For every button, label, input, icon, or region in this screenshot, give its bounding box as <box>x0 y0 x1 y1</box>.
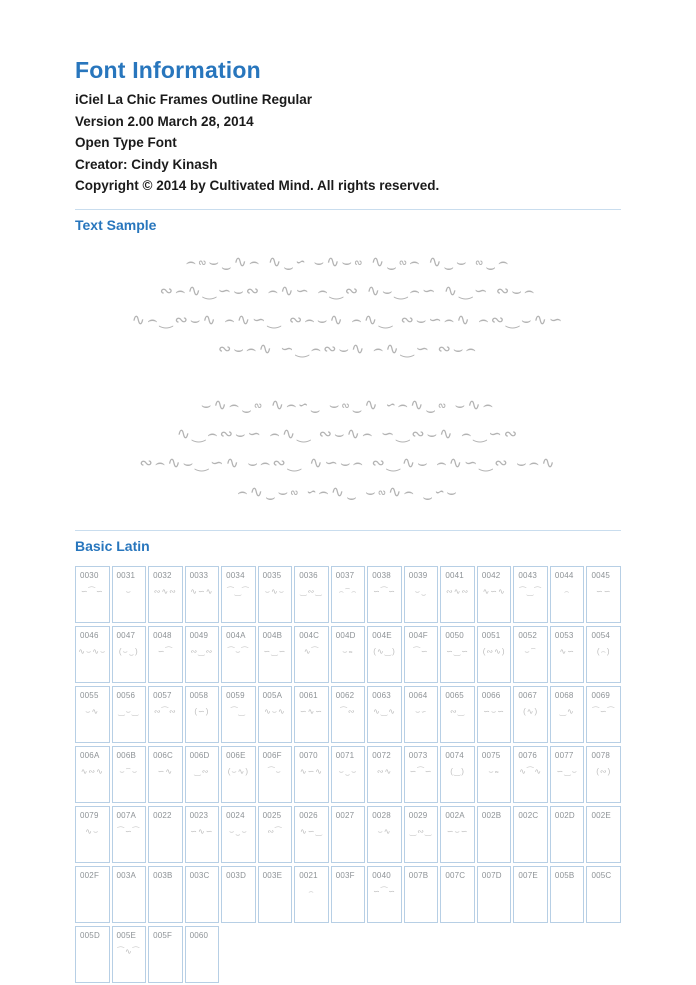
glyph-code: 0050 <box>445 630 464 640</box>
font-creator: Creator: Cindy Kinash <box>75 156 218 172</box>
glyph-preview: ⌣∾ <box>488 766 500 776</box>
glyph-preview: ⌣‿⌣ <box>338 766 358 776</box>
glyph-code: 007A <box>116 810 137 820</box>
glyph-code: 0035 <box>262 570 282 580</box>
glyph-preview: ∿⁀ <box>303 646 320 656</box>
glyph-code: 002C <box>518 810 539 820</box>
glyph-cell-0040 <box>367 866 402 923</box>
glyph-cell-0049 <box>185 626 220 683</box>
glyph-preview: ∽‿∽ <box>446 646 470 656</box>
glyph-cell-0074 <box>440 746 475 803</box>
glyph-cell-002E <box>586 806 621 863</box>
glyph-cell-0032 <box>148 566 183 623</box>
glyph-code: 004D <box>335 630 356 640</box>
glyph-cell-0039 <box>404 566 439 623</box>
glyph-preview: ⌢ <box>564 586 571 596</box>
glyph-code: 0038 <box>372 570 391 580</box>
glyph-code: 004F <box>408 630 428 640</box>
glyph-preview: ∿⁀∿ <box>519 766 543 776</box>
glyph-cell-005E <box>112 926 147 983</box>
glyph-preview: ∽∿∽ <box>190 826 214 836</box>
glyph-code: 0072 <box>372 750 391 760</box>
glyph-cell-007A <box>112 806 147 863</box>
glyph-cell-0048 <box>148 626 183 683</box>
font-name: iCiel La Chic Frames Outline Regular <box>75 92 313 107</box>
glyph-code: 005B <box>554 870 575 880</box>
glyph-code: 0042 <box>481 570 501 580</box>
glyph-preview: ∾∿ <box>376 766 393 776</box>
glyph-code: 006C <box>153 750 173 760</box>
glyph-code: 0079 <box>80 810 99 820</box>
glyph-code: 0039 <box>408 570 428 580</box>
glyph-code: 0054 <box>591 630 611 640</box>
glyph-cell-0075 <box>477 746 512 803</box>
glyph-preview: ⌣ <box>125 586 132 596</box>
glyph-code: 0067 <box>518 690 537 700</box>
glyph-code: 0024 <box>226 810 245 820</box>
sample-line: ∿‿⌢∾⌣∽ ⌢∿‿ ∾⌣∿⌢ ∽‿∾⌣∿ ⌢‿∽∾ <box>176 425 520 443</box>
glyph-code: 0043 <box>518 570 537 580</box>
glyph-cell-0028 <box>367 806 402 863</box>
glyph-cell-0068 <box>550 686 585 743</box>
glyph-cell-0055 <box>75 686 110 743</box>
glyph-cell-0023 <box>185 806 220 863</box>
glyph-code: 0027 <box>335 810 355 820</box>
glyph-cell-0022 <box>148 806 183 863</box>
glyph-preview: (∾∿) <box>482 646 506 656</box>
glyph-cell-0077 <box>550 746 585 803</box>
page-title: Font Information <box>75 57 261 83</box>
glyph-preview: ⁀‿ <box>230 706 246 716</box>
glyph-code: 0078 <box>591 750 611 760</box>
glyph-cell-0062 <box>331 686 366 743</box>
glyph-preview: ∽∿ <box>157 766 174 776</box>
glyph-cell-0070 <box>294 746 329 803</box>
glyph-code: 003D <box>226 870 247 880</box>
glyph-code: 002D <box>554 810 575 820</box>
glyph-code: 0048 <box>153 630 172 640</box>
glyph-code: 003E <box>262 870 283 880</box>
glyph-cell-0060 <box>185 926 220 983</box>
glyph-cell-004E <box>367 626 402 683</box>
glyph-preview: ∽‿⌣ <box>556 766 578 776</box>
glyph-cell-006E <box>221 746 256 803</box>
font-copyright: Copyright © 2014 by Cultivated Mind. All rights reserved. <box>75 178 440 193</box>
glyph-code: 0026 <box>299 810 318 820</box>
glyph-code: 007E <box>518 870 538 880</box>
glyph-cell-0066 <box>477 686 512 743</box>
glyph-cell-0047 <box>112 626 147 683</box>
glyph-code: 0037 <box>335 570 355 580</box>
glyph-cell-0057 <box>148 686 183 743</box>
glyph-code: 0022 <box>153 810 172 820</box>
glyph-cell-003C <box>185 866 220 923</box>
glyph-cell-007E <box>513 866 548 923</box>
glyph-preview: (∾) <box>596 766 612 776</box>
glyph-code: 002F <box>80 870 100 880</box>
glyph-cell-0045 <box>586 566 621 623</box>
font-type: Open Type Font <box>75 135 177 150</box>
glyph-code: 0074 <box>445 750 464 760</box>
glyph-preview: ∽∽ <box>596 586 612 596</box>
glyph-code: 0036 <box>299 570 318 580</box>
glyph-cell-0030 <box>75 566 110 623</box>
glyph-preview: ∿⌣∿⌣ <box>78 646 107 656</box>
glyph-preview: ⌣∽ <box>415 706 428 716</box>
glyph-code: 005E <box>116 930 137 940</box>
glyph-preview: ⁀⌣ <box>268 766 282 776</box>
glyph-code: 0065 <box>445 690 464 700</box>
glyph-cell-0064 <box>404 686 439 743</box>
glyph-cell-006F <box>258 746 293 803</box>
glyph-cell-0033 <box>185 566 220 623</box>
glyph-preview: ⁀‿⁀ <box>519 586 542 596</box>
glyph-preview: ⁀∽ <box>413 646 429 656</box>
basic-latin-heading: Basic Latin <box>75 537 150 554</box>
section-divider <box>75 209 621 210</box>
glyph-code: 005D <box>80 930 100 940</box>
glyph-cell-0073 <box>404 746 439 803</box>
glyph-preview: ∾⁀ <box>267 826 283 836</box>
glyph-code: 006A <box>80 750 100 760</box>
glyph-code: 0045 <box>591 570 611 580</box>
glyph-preview: (∽) <box>194 706 210 716</box>
glyph-code: 006B <box>116 750 137 760</box>
glyph-preview: ∾⁀∾ <box>153 706 177 716</box>
glyph-cell-0067 <box>513 686 548 743</box>
sample-line: ∾⌣⌢∿ ∽‿⌢∾⌣∿ ⌢∿‿∽ ∾⌣⌢ <box>217 340 478 358</box>
glyph-preview: ∽⌣∽ <box>446 826 469 836</box>
glyph-cell-0044 <box>550 566 585 623</box>
glyph-preview: ⌣‿ <box>414 586 428 596</box>
glyph-code: 004B <box>262 630 283 640</box>
glyph-code: 002B <box>481 810 502 820</box>
glyph-preview: ⌣∾ <box>342 646 354 656</box>
glyph-cell-0065 <box>440 686 475 743</box>
glyph-preview: (⌣‿) <box>118 646 139 656</box>
glyph-code: 0046 <box>80 630 99 640</box>
glyph-code: 0030 <box>80 570 99 580</box>
glyph-code: 007C <box>445 870 466 880</box>
glyph-code: 003C <box>189 870 210 880</box>
glyph-cell-0079 <box>75 806 110 863</box>
glyph-code: 0060 <box>189 930 209 940</box>
glyph-cell-0052 <box>513 626 548 683</box>
text-sample-heading: Text Sample <box>75 216 157 233</box>
glyph-preview: ∽⁀∽ <box>373 886 396 896</box>
glyph-code: 0064 <box>408 690 428 700</box>
glyph-code: 0062 <box>335 690 355 700</box>
glyph-preview: ∿⌣∿ <box>264 706 286 716</box>
glyph-preview: ‿∾‿ <box>300 586 323 596</box>
glyph-cell-0021 <box>294 866 329 923</box>
glyph-code: 005A <box>262 690 283 700</box>
glyph-cell-004B <box>258 626 293 683</box>
glyph-cell-004C <box>294 626 329 683</box>
glyph-cell-0046 <box>75 626 110 683</box>
glyph-preview: ⁀⌣⁀ <box>227 646 249 656</box>
glyph-cell-006D <box>185 746 220 803</box>
glyph-code: 0023 <box>189 810 209 820</box>
glyph-code: 0057 <box>153 690 172 700</box>
glyph-cell-0076 <box>513 746 548 803</box>
glyph-preview: ∾∿∾ <box>153 586 177 596</box>
sample-line: ⌣∿⌢‿∾ ∿⌢∽‿ ⌣∾‿∿ ∽⌢∿‿∾ ⌣∿⌢ <box>200 396 496 414</box>
glyph-preview: ⌣⁀⌣ <box>119 766 139 776</box>
glyph-cell-0059 <box>221 686 256 743</box>
glyph-preview: ⁀∿⁀ <box>117 946 141 956</box>
glyph-cell-0072 <box>367 746 402 803</box>
glyph-code: 0077 <box>554 750 574 760</box>
glyph-cell-002A <box>440 806 475 863</box>
glyph-code: 0058 <box>189 690 209 700</box>
glyph-preview: ⌣∿ <box>377 826 392 836</box>
glyph-cell-006B <box>112 746 147 803</box>
glyph-preview: ∿∽ <box>559 646 575 656</box>
glyph-cell-0035 <box>258 566 293 623</box>
glyph-cell-0041 <box>440 566 475 623</box>
glyph-cell-003A <box>112 866 147 923</box>
sample-line: ∿⌢‿∾⌣∿ ⌢∿∽‿ ∾⌢⌣∿ ⌢∿‿ ∾⌣∽⌢∿ ⌢∾‿⌣∿∽ <box>131 311 565 329</box>
glyph-cell-005A <box>258 686 293 743</box>
glyph-cell-004D <box>331 626 366 683</box>
glyph-cell-0036 <box>294 566 329 623</box>
glyph-code: 0069 <box>591 690 611 700</box>
glyph-code: 003A <box>116 870 137 880</box>
glyph-cell-0058 <box>185 686 220 743</box>
glyph-preview: ⌢ <box>308 886 315 896</box>
glyph-code: 004A <box>226 630 246 640</box>
glyph-code: 0063 <box>372 690 391 700</box>
glyph-code: 0051 <box>481 630 501 640</box>
glyph-code: 0041 <box>445 570 464 580</box>
glyph-code: 0073 <box>408 750 428 760</box>
glyph-preview: (⌣∿) <box>227 766 250 776</box>
glyph-code: 0076 <box>518 750 537 760</box>
glyph-cell-0037 <box>331 566 366 623</box>
glyph-code: 0055 <box>80 690 99 700</box>
glyph-cell-006C <box>148 746 183 803</box>
glyph-cell-003B <box>148 866 183 923</box>
glyph-cell-007C <box>440 866 475 923</box>
glyph-cell-0078 <box>586 746 621 803</box>
glyph-preview: (∿) <box>523 706 539 716</box>
glyph-code: 0040 <box>372 870 391 880</box>
glyph-code: 005C <box>591 870 612 880</box>
glyph-code: 0033 <box>189 570 209 580</box>
glyph-preview: ∾∿∾ <box>446 586 470 596</box>
glyph-cell-004A <box>221 626 256 683</box>
glyph-code: 006F <box>262 750 282 760</box>
glyph-cell-0024 <box>221 806 256 863</box>
glyph-code: 0031 <box>116 570 136 580</box>
glyph-preview: ⁀∽⁀ <box>117 826 141 836</box>
sample-line: ⌢∿‿⌣∾ ∽⌢∿‿ ⌣∾∿⌢ ‿∽⌣ <box>237 483 459 501</box>
glyph-code: 0029 <box>408 810 428 820</box>
glyph-code: 0068 <box>554 690 574 700</box>
glyph-code: 0070 <box>299 750 318 760</box>
glyph-code: 005F <box>153 930 173 940</box>
glyph-code: 0059 <box>226 690 245 700</box>
glyph-code: 0047 <box>116 630 136 640</box>
glyph-code: 0071 <box>335 750 355 760</box>
glyph-preview: ∽⌣∽ <box>483 706 505 716</box>
glyph-preview: ∽⁀∽ <box>80 586 104 596</box>
glyph-preview: ∿∽‿ <box>300 826 323 836</box>
glyph-cell-005C <box>586 866 621 923</box>
glyph-cell-0026 <box>294 806 329 863</box>
glyph-code: 0066 <box>481 690 501 700</box>
sample-line: ⌢∾⌣‿∿⌢ ∿‿∽ ⌣∿⌣∾ ∿‿∾⌢ ∿‿⌣ ∾‿⌢ <box>185 253 511 271</box>
glyph-cell-007B <box>404 866 439 923</box>
glyph-preview: ∽⁀∽ <box>373 586 396 596</box>
glyph-preview: ⌣∿ <box>85 706 100 716</box>
glyph-code: 002E <box>591 810 611 820</box>
glyph-code: 004E <box>372 630 392 640</box>
section-divider <box>75 530 621 531</box>
glyph-cell-004F <box>404 626 439 683</box>
glyph-preview: ‿∾ <box>194 766 210 776</box>
glyph-preview: ⁀∽⁀ <box>592 706 615 716</box>
glyph-cell-0051 <box>477 626 512 683</box>
sample-line: ∾⌢∿‿∽⌣∾ ⌢∿∽ ⌢‿∾ ∿⌣‿⌢∽ ∿‿∽ ∾⌣⌢ <box>159 282 537 300</box>
glyph-cell-0054 <box>586 626 621 683</box>
glyph-cell-007D <box>477 866 512 923</box>
glyph-cell-002C <box>513 806 548 863</box>
glyph-code: 002A <box>445 810 465 820</box>
glyph-code: 0056 <box>116 690 136 700</box>
glyph-code: 0049 <box>189 630 209 640</box>
glyph-preview: ⁀∾ <box>340 706 356 716</box>
font-info-block <box>75 89 621 197</box>
glyph-cell-005F <box>148 926 183 983</box>
glyph-preview: ⌣⁀ <box>524 646 537 656</box>
glyph-preview: ∿∾∿ <box>80 766 104 776</box>
glyph-preview: ∽‿∽ <box>263 646 287 656</box>
glyph-code: 0044 <box>554 570 574 580</box>
glyph-preview: ∽∿∽ <box>299 706 323 716</box>
glyph-code: 0028 <box>372 810 391 820</box>
glyph-code: 0075 <box>481 750 501 760</box>
glyph-cell-0063 <box>367 686 402 743</box>
glyph-cell-003F <box>331 866 366 923</box>
glyph-code: 0021 <box>299 870 318 880</box>
glyph-preview: ∾‿∾ <box>190 646 214 656</box>
glyph-code: 003B <box>153 870 173 880</box>
glyph-preview: ∾‿ <box>450 706 466 716</box>
glyph-code: 003F <box>335 870 355 880</box>
glyph-cell-005B <box>550 866 585 923</box>
glyph-cell-003E <box>258 866 293 923</box>
glyph-cell-0027 <box>331 806 366 863</box>
glyph-preview: ⁀‿⁀ <box>227 586 250 596</box>
glyph-cell-0071 <box>331 746 366 803</box>
glyph-cell-002F <box>75 866 110 923</box>
glyph-code: 0032 <box>153 570 172 580</box>
glyph-preview: ∿∽∿ <box>482 586 506 596</box>
glyph-cell-005D <box>75 926 110 983</box>
glyph-preview: ∿⌣ <box>85 826 100 836</box>
text-sample-block-2 <box>75 391 621 507</box>
glyph-preview: (∿‿) <box>373 646 396 656</box>
glyph-code: 0053 <box>554 630 574 640</box>
glyph-code: 0034 <box>226 570 245 580</box>
basic-latin-grid <box>75 566 621 983</box>
text-sample-block-1 <box>75 248 621 364</box>
glyph-cell-0031 <box>112 566 147 623</box>
sample-line: ∾⌢∿⌣‿∽∿ ⌣⌢∾‿ ∿∽⌣⌢ ∾‿∿⌣ ⌢∿∽‿∾ ⌣⌢∿ <box>139 454 557 472</box>
glyph-cell-003D <box>221 866 256 923</box>
glyph-cell-0034 <box>221 566 256 623</box>
glyph-code: 004C <box>299 630 320 640</box>
glyph-preview: (‿) <box>450 766 465 776</box>
page-content <box>75 57 621 983</box>
glyph-code: 006D <box>189 750 210 760</box>
glyph-preview: ∽⁀∽ <box>409 766 433 776</box>
glyph-cell-0038 <box>367 566 402 623</box>
glyph-cell-002D <box>550 806 585 863</box>
glyph-cell-0069 <box>586 686 621 743</box>
glyph-preview: ‿⌣‿ <box>118 706 140 716</box>
glyph-code: 006E <box>226 750 246 760</box>
glyph-preview: ‿∾‿ <box>409 826 433 836</box>
glyph-cell-0053 <box>550 626 585 683</box>
glyph-code: 007D <box>481 870 502 880</box>
glyph-preview: (⌢) <box>596 646 611 656</box>
glyph-code: 0052 <box>518 630 537 640</box>
glyph-cell-006A <box>75 746 110 803</box>
glyph-cell-0029 <box>404 806 439 863</box>
glyph-code: 0025 <box>262 810 282 820</box>
glyph-cell-0056 <box>112 686 147 743</box>
glyph-preview: ⌢⁀⌢ <box>338 586 358 596</box>
glyph-code: 0061 <box>299 690 318 700</box>
glyph-cell-0043 <box>513 566 548 623</box>
glyph-cell-0042 <box>477 566 512 623</box>
glyph-code: 007B <box>408 870 429 880</box>
glyph-preview: ∿‿∿ <box>373 706 396 716</box>
glyph-preview: ∿∽∿ <box>299 766 323 776</box>
glyph-preview: ∿∽∿ <box>190 586 214 596</box>
glyph-preview: ‿∿ <box>559 706 575 716</box>
glyph-preview: ⌣‿⌣ <box>228 826 248 836</box>
glyph-cell-0061 <box>294 686 329 743</box>
glyph-cell-0050 <box>440 626 475 683</box>
glyph-preview: ⌣∿⌣ <box>264 586 286 596</box>
glyph-cell-0025 <box>258 806 293 863</box>
font-version: Version 2.00 March 28, 2014 <box>75 113 254 129</box>
glyph-cell-002B <box>477 806 512 863</box>
glyph-preview: ∽⁀ <box>157 646 173 656</box>
